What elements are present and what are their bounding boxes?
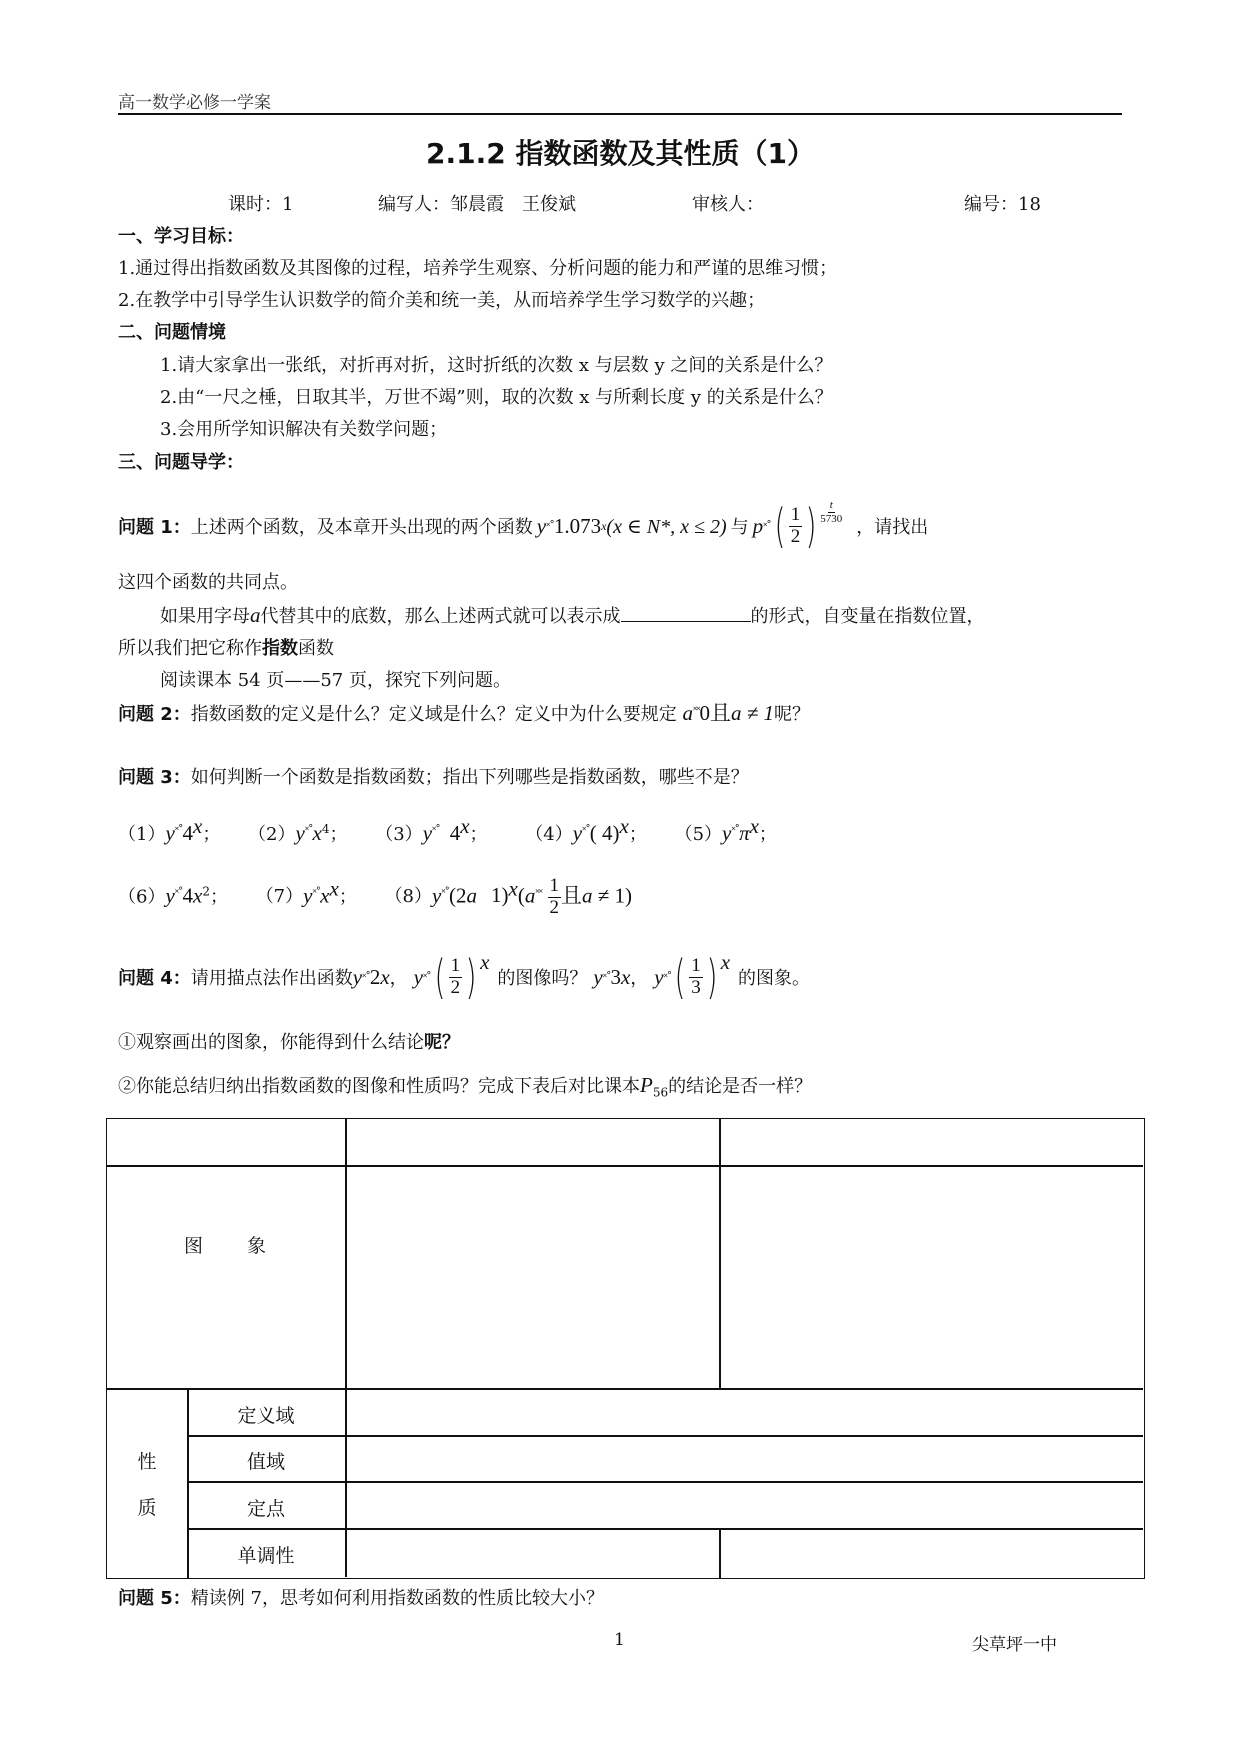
- fraction-half: $\frac{1}{2}$: [790, 503, 801, 547]
- row-graph-label: 图 象: [183, 1235, 268, 1257]
- section2-item-2: 2.由“一尺之棰，日取其半，万世不竭”则，取的次数 x 与所剩长度 y 的关系是什么？: [160, 387, 833, 408]
- q1-text-c: 这四个函数的共同点。: [118, 572, 298, 593]
- question-4-label: 问题 4：: [118, 968, 191, 989]
- page-number: 1: [614, 1630, 625, 1650]
- garbled-equals: ˟˚: [546, 519, 554, 533]
- table-rule: [719, 1119, 721, 1389]
- prop-label-2: 质: [137, 1497, 157, 1519]
- q3-row-2: $(6)y^{˟˚}4x^2$； $(7)y^{˟˚}x^x$； （8）y˟˚(2a 1)$^x$(a˟˟ $\frac{1}{2}$ 且a ≠ 1): [118, 875, 633, 918]
- section1-heading: 一、学习目标：: [118, 226, 244, 247]
- question-5-label: 问题 5：: [118, 1588, 191, 1609]
- paragraph-substitute-cont: 所以我们把它称作指数函数: [118, 638, 334, 659]
- question-5: 问题 5：精读例 7，思考如何利用指数函数的性质比较大小？: [118, 1588, 604, 1609]
- question-2: 问题 2：指数函数的定义是什么？定义域是什么？定义中为什么要规定 a˟˟0且a ≠ 1呢？: [118, 701, 810, 725]
- q1-and: 与: [730, 517, 749, 538]
- q1-exponent: $\frac{t}{5730}$: [820, 499, 843, 525]
- table-rule: [187, 1528, 1143, 1530]
- reading-instruction: 阅读课本 54 页——57 页，探究下列问题。: [160, 670, 511, 691]
- meta-reviewer: 审核人：: [692, 194, 764, 215]
- fill-in-blank[interactable]: [621, 621, 751, 622]
- section2-heading: 二、问题情境: [118, 322, 226, 343]
- meta-lesson: 课时：1: [228, 194, 294, 215]
- left-paren: (: [774, 499, 786, 553]
- table-rule: [107, 1165, 1143, 1167]
- q4-sub-1: ①观察画出的图象，你能得到什么结论呢？: [118, 1032, 460, 1053]
- question-4: 问题 4： 请用描点法作出函数 y ˟˚ 2 x ， y ˟˚ ( $\frac{1}{2}$ ) x 的图像吗？ y ˟˚ 3 x ， y ˟˚ ( $\frac{1}{3}$ ) x 的图象。: [118, 949, 811, 1004]
- page-header: 高一数学必修一学案: [118, 93, 271, 113]
- question-2-label: 问题 2：: [118, 704, 191, 725]
- question-1-label: 问题 1：: [118, 517, 191, 538]
- question-3-label: 问题 3：: [118, 767, 191, 788]
- fraction-half: $\frac{1}{2}$: [549, 875, 560, 918]
- q1-var-p: p: [752, 513, 764, 538]
- table-rule: [719, 1528, 721, 1578]
- section3-heading: 三、问题导学：: [118, 452, 244, 473]
- row-range: 值域: [246, 1451, 285, 1473]
- question-1-text: 上述两个函数，及本章开头出现的两个函数: [190, 517, 533, 538]
- question-1: [118, 496, 928, 556]
- prop-label-1: 性: [137, 1451, 157, 1473]
- row-monotonicity: 单调性: [237, 1545, 295, 1567]
- section1-item-2: 2.在教学中引导学生认识数学的简介美和统一美，从而培养学生学习数学的兴趣；: [118, 290, 766, 311]
- section2-item-1: 1.请大家拿出一张纸，对折再对折，这时折纸的次数 x 与层数 y 之间的关系是什么？: [160, 355, 833, 376]
- section1-item-1: 1.通过得出指数函数及其图像的过程，培养学生观察、分析问题的能力和严谨的思维习惯；: [118, 258, 838, 279]
- section2-item-3: 3.会用所学知识解决有关数学问题；: [160, 419, 448, 440]
- paragraph-substitute: 如果用字母a代替其中的底数，那么上述两式就可以表示成 的形式，自变量在指数位置，: [160, 603, 985, 627]
- document-title: 2.1.2 指数函数及其性质（1）: [426, 137, 815, 170]
- q1-var-y: y: [536, 513, 547, 538]
- q4-sub-2: ②你能总结归纳出指数函数的图像和性质吗？完成下表后对比课本$P_{56}$的结论是否一样？: [118, 1073, 813, 1100]
- meta-authors: 编写人：邹晨霞 王俊斌: [378, 194, 576, 215]
- garbled-gt: ˟˟: [693, 704, 700, 717]
- q1-condition: (x ∈ N*, x ≤ 2): [606, 515, 727, 538]
- header-rule: [118, 113, 1122, 115]
- q1-text-b: ，请找出: [856, 517, 929, 538]
- footer-school: 尖草坪一中: [972, 1635, 1057, 1655]
- right-paren: ): [805, 499, 817, 553]
- table-rule: [187, 1481, 1143, 1483]
- q2-var-a: a: [682, 701, 694, 725]
- table-rule: [187, 1435, 1143, 1437]
- q3-row-1: （1）y˟˚4$^x$； $(2)y^{˟˚}x^4$； （3）y˟˚ 4$^x$； （4）y˟˚( 4)$^x$； $(5)y^{˟˚}\pi^x$；: [118, 814, 777, 845]
- row-fixed-point: 定点: [246, 1498, 285, 1520]
- table-rule: [345, 1119, 347, 1577]
- question-3: 问题 3：如何判断一个函数是指数函数；指出下列哪些是指数函数，哪些不是？: [118, 767, 749, 788]
- garbled-equals: ˟˚: [763, 519, 771, 533]
- q1-formula: 1.073: [553, 513, 602, 538]
- meta-number: 编号：18: [964, 194, 1041, 215]
- properties-table: [106, 1118, 1145, 1579]
- var-a: a: [250, 603, 261, 627]
- q1-exp-x: x: [601, 518, 607, 533]
- table-rule: [107, 1388, 1143, 1390]
- row-domain: 定义域: [237, 1405, 295, 1427]
